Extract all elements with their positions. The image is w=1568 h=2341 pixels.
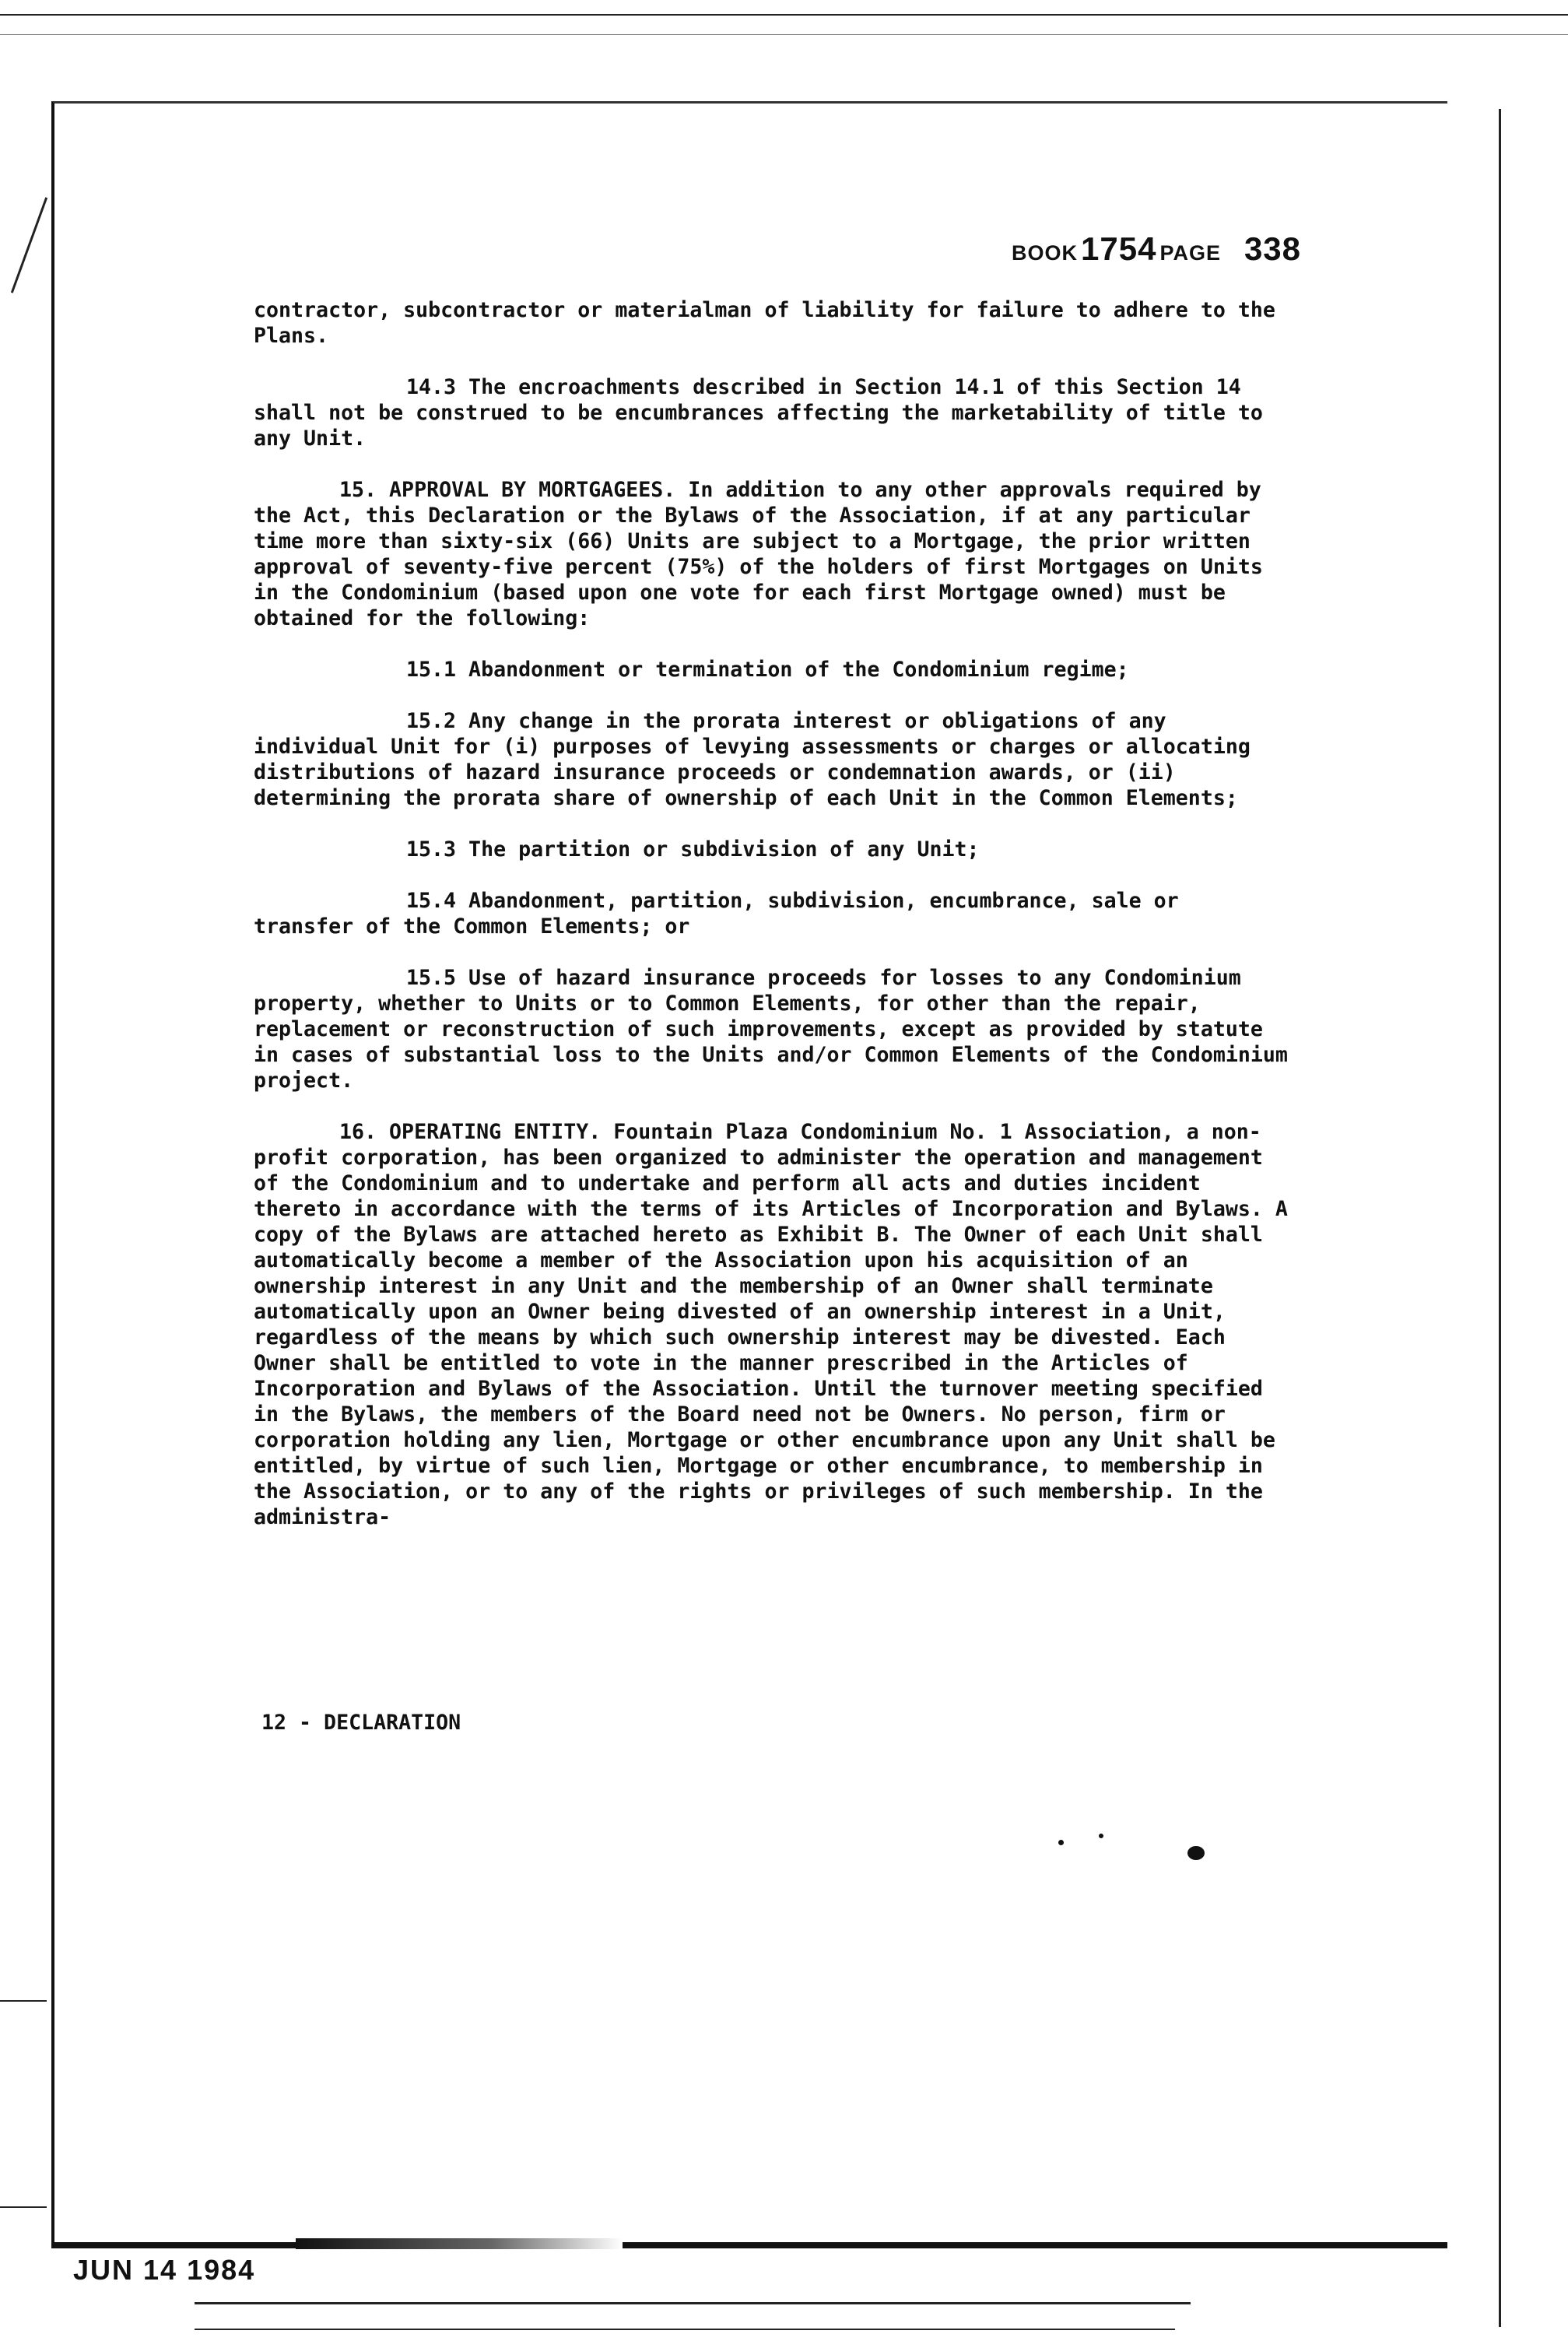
paragraph-15-1: 15.1 Abandonment or termination of the Condominium regime; [406, 658, 1129, 682]
scan-edge-right [1499, 109, 1501, 2327]
paragraph-16-operating-entity: 16. OPERATING ENTITY. Fountain Plaza Condominium No. 1 Association, a non-profit corporation, has been organized to administer the operation and management of the Condominium and to undertake and perform all acts and duties incident thereto in accordance with the terms of its Articles of Incorporation and Bylaws. A copy of the Bylaws are attached hereto as Exhibit B. The Owner of each Unit shall automatically become a member of the Association upon his acquisition of an ownership interest in any Unit and the membership of an Owner shall terminate automatically upon an Owner being divested of an ownership interest in a Unit, regardless of the means by which such ownership interest may be divested. Each Owner shall be entitled to vote in the manner prescribed in the Articles of Incorporation and Bylaws of the Association. Until the turnover meeting specified in the Bylaws, the members of the Board need not be Owners. No person, firm or corporation holding any lien, Mortgage or other encumbrance upon any Unit shall be entitled, by virtue of such lien, Mortgage or other encumbrance, to membership in the Association, or to any of the rights or privileges of such membership. In the administra- [254, 1120, 1300, 1529]
book-page-stamp [1012, 230, 1301, 268]
scan-edge-top [0, 14, 1568, 16]
ink-dot [1058, 1840, 1064, 1845]
paragraph-15-3: 15.3 The partition or subdivision of any Unit; [406, 837, 980, 862]
scan-edge-left-bottom [0, 2000, 47, 2002]
book-label: BOOK [1012, 241, 1078, 265]
paragraph-15-4: 15.4 Abandonment, partition, subdivision, encumbrance, sale or transfer of the Common Elements; or [254, 889, 1191, 939]
scan-edge-slash [11, 197, 47, 293]
page-number: 338 [1244, 230, 1302, 267]
date-stamp-smear [296, 2238, 623, 2249]
ink-blot [1187, 1846, 1205, 1860]
ink-dot [1099, 1834, 1103, 1838]
paragraph-continuation: contractor, subcontractor or materialman of liability for failure to adhere to the Plans. [254, 298, 1288, 348]
scan-edge-bottom [195, 2302, 1191, 2304]
recording-date-stamp: JUN 14 1984 [73, 2254, 256, 2286]
scan-edge-left-bottom-2 [0, 2206, 47, 2208]
paragraph-15-2: 15.2 Any change in the prorata interest or obligations of any individual Unit for (i) purposes of levying assessments or charges or allocating distributions of hazard insurance proceeds or condemnation awards, or (ii) determining the prorata share of ownership of each Unit in the Common Elements; [254, 709, 1263, 810]
document-body [254, 297, 1300, 1556]
book-number: 1754 [1081, 230, 1157, 267]
scan-edge-bottom-2 [195, 2329, 1175, 2330]
paragraph-15-5: 15.5 Use of hazard insurance proceeds for losses to any Condominium property, whether to Units or to Common Elements, for other than the repair, replacement or reconstruction of such improvements, except as provided by statute in cases of substantial loss to the Units and/or Common Elements of the Condominium project. [254, 966, 1300, 1093]
scan-edge-top-2 [0, 34, 1568, 35]
paragraph-15-approval-by-mortgagees: 15. APPROVAL BY MORTGAGEES. In addition to any other approvals required by the Act, this Declaration or the Bylaws of the Association, if at any particular time more than sixty-six (66) Units are subject to a Mortgage, the prior written approval of seventy-five percent (75%) of the holders of first Mortgages on Units in the Condominium (based upon one vote for each first Mortgage owned) must be obtained for the following: [254, 478, 1275, 630]
paragraph-14-3: 14.3 The encroachments described in Section 14.1 of this Section 14 shall not be construed to be encumbrances affecting the marketability of title to any Unit. [254, 375, 1275, 451]
page-label: PAGE [1159, 241, 1221, 265]
page-footer-label: 12 - DECLARATION [261, 1711, 461, 1735]
